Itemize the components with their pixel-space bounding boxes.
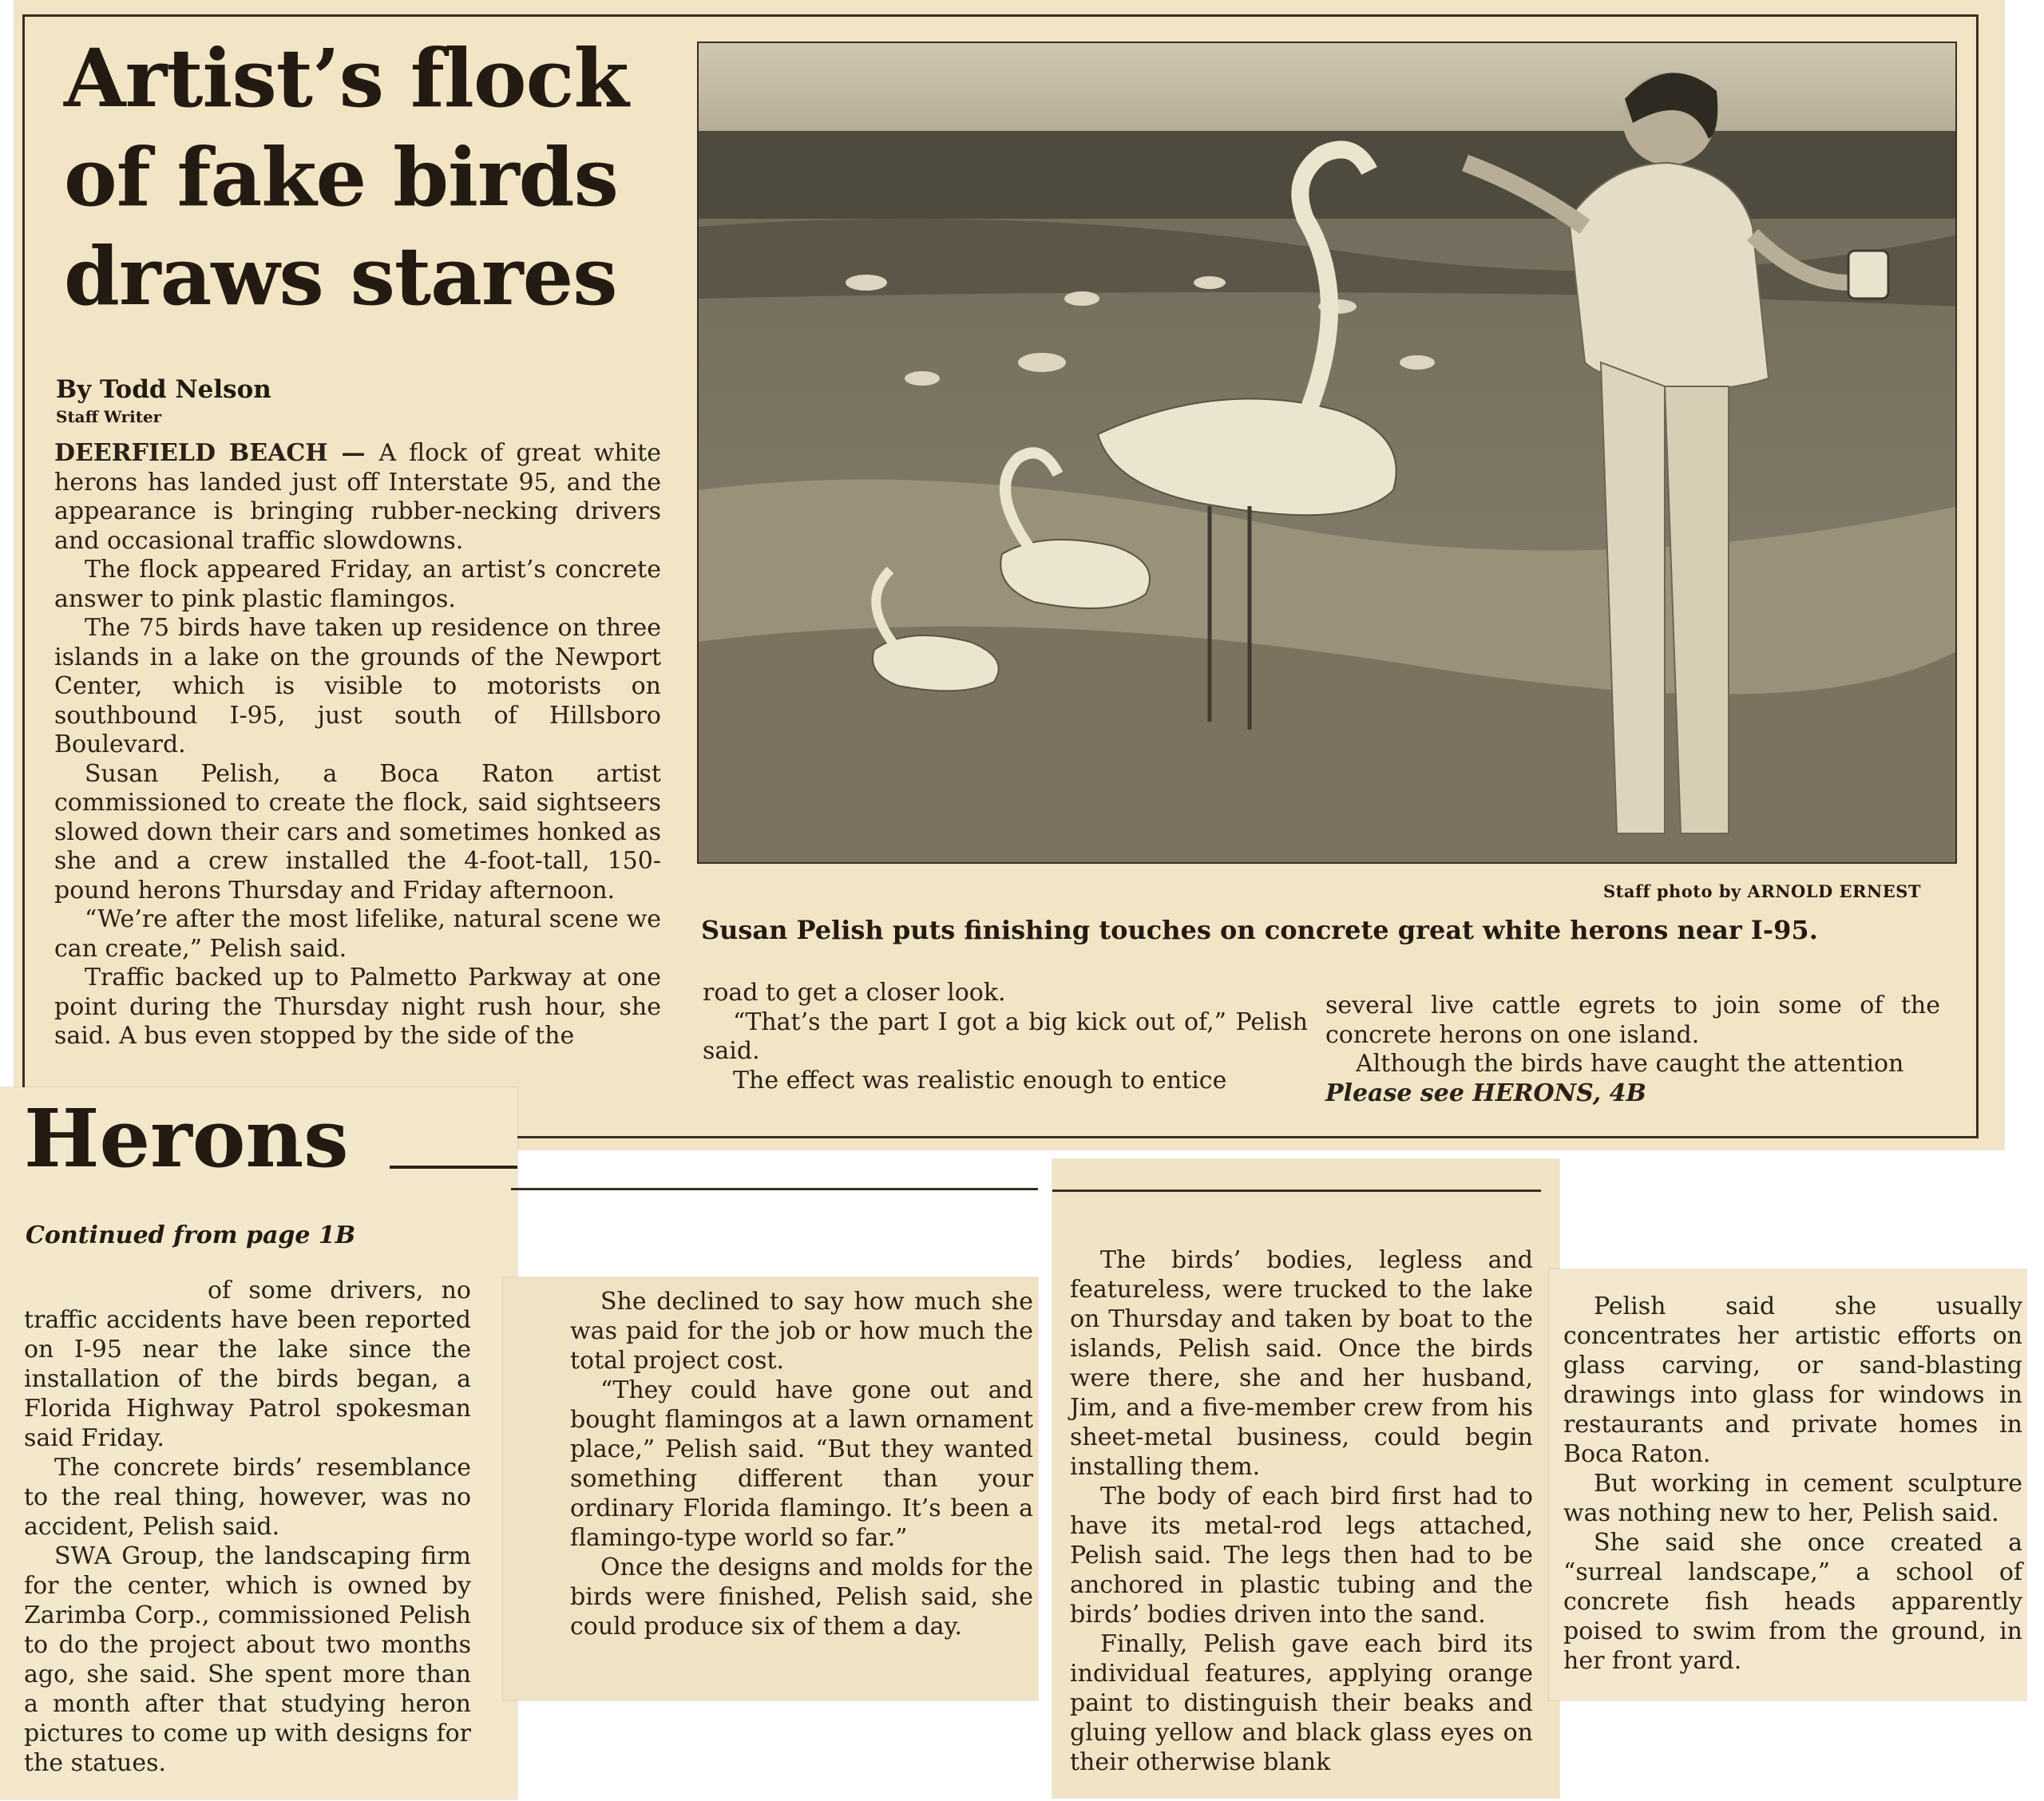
byline: By Todd Nelson bbox=[56, 375, 271, 404]
continued-from: Continued from page 1B bbox=[26, 1221, 356, 1249]
dateline: DEERFIELD BEACH — bbox=[54, 439, 379, 467]
headline-dash bbox=[390, 1166, 517, 1169]
paragraph: The concrete birds’ resemblance to the real thing, however, was no accident, Pelish said. bbox=[24, 1454, 471, 1541]
article-column-2 bbox=[703, 979, 1308, 1095]
article-headline: Artist’s flock of fake birds draws stares bbox=[64, 31, 628, 323]
paragraph: The effect was realistic enough to entice bbox=[733, 1066, 1227, 1094]
paragraph: several live cattle egrets to join some of the concrete herons on one island. bbox=[1325, 992, 1940, 1049]
photo-image bbox=[699, 43, 1957, 864]
article-column-3 bbox=[1325, 992, 1940, 1108]
paragraph: She said she once created a “surreal landscape,” a school of concrete fish heads apparently poised to swim from the ground, in her front yard. bbox=[1563, 1529, 2022, 1675]
paragraph: “That’s the part I got a big kick out of,” Pelish said. bbox=[703, 1007, 1308, 1065]
paragraph: The body of each bird first had to have its metal-rod legs attached, Pelish said. The legs then had to be anchored in plastic tubing and the birds’ bodies driven into the sand. bbox=[1070, 1482, 1533, 1629]
photo-credit: Staff photo by ARNOLD ERNEST bbox=[1603, 881, 1921, 901]
continuation-column-1 bbox=[24, 1276, 471, 1778]
heron-photo bbox=[697, 42, 1957, 864]
paragraph: The 75 birds have taken up residence on three islands in a lake on the grounds of the Newport Center, which is visible to motorists on southbound I-95, just south of Hillsboro Boulevard. bbox=[54, 614, 661, 758]
paragraph: “We’re after the most lifelike, natural scene we can create,” Pelish said. bbox=[54, 905, 661, 963]
byline-role: Staff Writer bbox=[56, 407, 162, 426]
main-article-clipping bbox=[14, 0, 2004, 1150]
paragraph: “They could have gone out and bought flamingos at a lawn ornament place,” Pelish said. “But they wanted something different than your ordinary Florida flamingo. It’s been a flamingo-type world so far.” bbox=[570, 1376, 1033, 1552]
paragraph: Although the birds have caught the attention bbox=[1356, 1050, 1904, 1078]
paragraph: Finally, Pelish gave each bird its individual features, applying orange paint to distinguish their beaks and gluing yellow and black glass eyes on their otherwise blank bbox=[1070, 1630, 1533, 1776]
paragraph: SWA Group, the landscaping firm for the center, which is owned by Zarimba Corp., commissioned Pelish to do the project about two months ago, she said. She spent more than a month after that studying heron pictures to come up with designs for the statues. bbox=[24, 1542, 471, 1777]
paragraph: Susan Pelish, a Boca Raton artist commissioned to create the flock, said sightseers slowed down their cars and sometimes honked as she and a crew installed the 4-foot-tall, 150-pound herons Thursday and Friday afternoon. bbox=[54, 759, 661, 904]
paragraph: Pelish said she usually concentrates her artistic efforts on glass carving, or sand-blasting drawings into glass for windows in restaurants and private homes in Boca Raton. bbox=[1563, 1292, 2022, 1468]
paragraph: road to get a closer look. bbox=[703, 979, 1006, 1007]
continuation-column-4 bbox=[1563, 1292, 2022, 1676]
paragraph: She declined to say how much she was paid for the job or how much the total project cost. bbox=[570, 1288, 1033, 1375]
column-rule bbox=[1052, 1189, 1541, 1192]
paragraph: But working in cement sculpture was nothing new to her, Pelish said. bbox=[1563, 1470, 2022, 1527]
paragraph: The flock appeared Friday, an artist’s concrete answer to pink plastic flamingos. bbox=[54, 556, 661, 613]
paragraph: Traffic backed up to Palmetto Parkway at one point during the Thursday night rush hour, she said. A bus even stopped by the side of the bbox=[54, 964, 661, 1050]
paragraph: The birds’ bodies, legless and featureless, were trucked to the lake on Thursday and taken by boat to the islands, Pelish said. Once the birds were there, she and her husband, Jim, and a five-member crew from his sheet-metal business, could begin installing them. bbox=[1070, 1246, 1533, 1481]
paragraph: of some drivers, no traffic accidents have been reported on I-95 near the lake since the installation of the birds began, a Florida Highway Patrol spokesman said Friday. bbox=[24, 1277, 471, 1452]
jump-line: Please see HERONS, 4B bbox=[1325, 1079, 1646, 1107]
continuation-column-3 bbox=[1070, 1245, 1533, 1777]
continuation-headline: Herons bbox=[24, 1091, 349, 1185]
paragraph: Once the designs and molds for the birds were finished, Pelish said, she could produce six of them a day. bbox=[570, 1554, 1033, 1641]
column-rule bbox=[511, 1188, 1038, 1190]
photo-caption: Susan Pelish puts finishing touches on concrete great white herons near I-95. bbox=[701, 915, 1818, 945]
lead-paragraph: DEERFIELD BEACH — A flock of great white herons has landed just off Interstate 95, and the appearance is bringing rubber-necking drivers and occasional traffic slowdowns. bbox=[54, 439, 661, 555]
continuation-column-2 bbox=[570, 1287, 1033, 1641]
article-column-1 bbox=[54, 439, 661, 1051]
